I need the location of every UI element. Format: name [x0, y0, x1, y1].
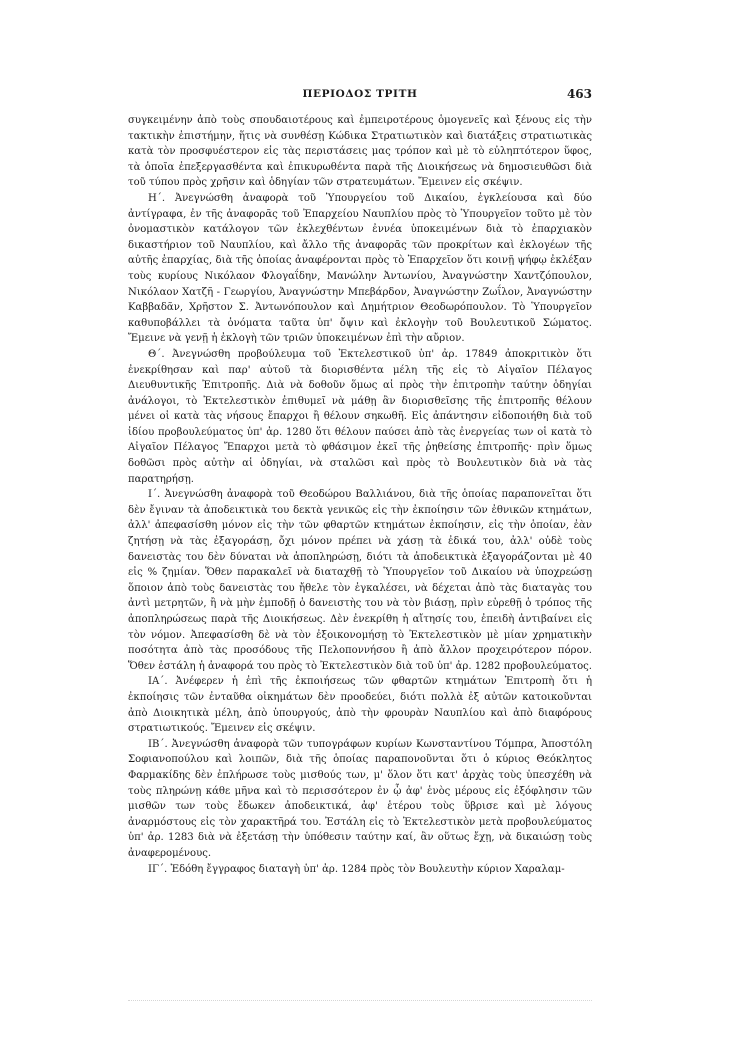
text-body: [128, 113, 592, 877]
paragraph-item-13: ΙΓ΄. Ἐδόθη ἔγγραφος διαταγὴ ὑπ' ἀρ. 1284 πρὸς τὸν Βουλευτὴν κύριον Χαραλαμ-: [148, 863, 565, 875]
paragraph-item-9: Θ΄. Ἀνεγνώσθη προβούλευμα τοῦ Ἐκτελεστικοῦ ὑπ' ἀρ. 17849 ἀποκριτικὸν ὅτι ἐνεκρίθησαν καὶ παρ' αὐτοῦ τὰ διορισθέντα μέλη τῆς εἰς τὸ Αἰγαῖον Πέλαγος Διευθυντικῆς Ἐπιτροπῆς. Διὰ νὰ δοθοῦν ὅμως αἱ πρὸς τὴν ἐπιτροπὴν ταύτην ὁδηγίαι ἀνάλογοι, τὸ Ἐκτελεστικὸν ἐπιθυμεῖ νὰ μάθῃ ἂν διορισθεῖσης τῆς ἐπιτροπῆς θέλουν μένει οἱ κατὰ τὰς νήσους ἔπαρχοι ἢ θέλουν σηκωθῆ. Εἰς ἀπάντησιν εἰδοποιήθη διὰ τοῦ ἰδίου προβουλεύματος ὑπ' ἀρ. 1280 ὅτι θέλουν παύσει ἀπὸ τὰς ἐνεργείας των οἱ κατὰ τὸ Αἰγαῖον Πέλαγος Ἔπαρχοι μετὰ τὸ φθάσιμον ἐκεῖ τῆς ῥηθείσης ἐπιτροπῆς· πρὶν ὅμως δοθῶσι πρὸς αὐτὴν αἱ ὁδηγίαι, νὰ σταλῶσι καὶ πρὸς τὸ Βουλευτικὸν διὰ νὰ τὰς παρατηρήσῃ.: [128, 348, 592, 485]
running-title: ΠΕΡΙΟΔΟΣ ΤΡΙΤΗ: [302, 88, 418, 100]
paragraph-continuation: συγκειμένην ἀπὸ τοὺς σπουδαιοτέρους καὶ ἐμπειροτέρους ὁμογενεῖς καὶ ξένους εἰς τὴν τακτικὴν ἐπιστήμην, ἥτις νὰ συνθέσῃ Κώδικα Στρατιωτικὸν καὶ διατάξεις στρατιωτικὰς κατὰ τὸν προσφυέστερον εἰς τὰς περιστάσεις μας τρόπον καὶ μὲ τὸ εὐληπτότερον ὕφος, τὰ ὁποῖα ἐπεξεργασθέντα καὶ ἐπικυρωθέντα παρὰ τῆς Διοικήσεως νὰ δημοσιευθῶσι διὰ τοῦ τύπου πρὸς χρῆσιν καὶ ὁδηγίαν τῶν στρατευμάτων. Ἔμεινεν εἰς σκέψιν.: [128, 115, 592, 189]
paragraph-item-12: ΙΒ΄. Ἀνεγνώσθη ἀναφορὰ τῶν τυπογράφων κυρίων Κωνσταντίνου Τόμπρα, Ἀποστόλη Σοφιανοπούλου καὶ λοιπῶν, διὰ τῆς ὁποίας παραπονοῦνται ὅτι ὁ κύριος Θεόκλητος Φαρμακίδης δὲν ἐπλήρωσε τοὺς μισθούς των, μ' ὅλον ὅτι κατ' ἀρχὰς τοὺς ὑπεσχέθη νὰ τοὺς πληρώνῃ κάθε μῆνα καὶ τὸ περισσότερον ἐν ᾧ ἀφ' ἑνὸς μέρους εἰς ἐξόφλησιν τῶν μισθῶν των τοὺς ἔδωκεν ἀποδεικτικά, ἀφ' ἑτέρου τοὺς ὕβρισε καὶ μὲ λόγους ἀναρμόστους εἰς τὸν χαρακτῆρά του. Ἐστάλη εἰς τὸ Ἐκτελεστικὸν μετὰ προβουλεύματος ὑπ' ἀρ. 1283 διὰ νὰ ἐξετάσῃ τὴν ὑπόθεσιν ταύτην καί, ἂν οὕτως ἔχῃ, νὰ δικαιώσῃ τοὺς ἀναφερομένους.: [128, 738, 592, 859]
page-number: 463: [566, 87, 592, 101]
paragraph-item-8: Η΄. Ἀνεγνώσθη ἀναφορὰ τοῦ Ὑπουργείου τοῦ Δικαίου, ἐγκλείουσα καὶ δύο ἀντίγραφα, ἐν τῆς ἀναφορᾶς τοῦ Ἐπαρχείου Ναυπλίου πρὸς τὸ Ὑπουργεῖον τοῦτο μὲ τὸν ὀνομαστικὸν κατάλογον τῶν ἐκλεχθέντων ἐννέα ὑποκειμένων διὰ τὸ ἐπαρχιακὸν δικαστήριον τοῦ Ναυπλίου, καὶ ἄλλο τῆς ἀναφορᾶς τῶν προκρίτων καὶ ἐκλογέων τῆς αὐτῆς ἐπαρχίας, διὰ τῆς ὁποίας ἀναφέρονται πρὸς τὸ Ἐπαρχεῖον ὅτι κοινῇ ψήφῳ ἐκλέξαν τοὺς κυρίους Νικόλαον Φλογαΐδην, Μανώλην Ἀντωνίου, Ἀναγνώστην Χαντζόπουλον, Νικόλαον Χατζῆ - Γεωργίου, Ἀναγνώστην Μπεβάρδον, Ἀναγνώστην Ζωΐλον, Ἀναγνώστην Καββαδᾶν, Χρῆστον Σ. Ἀντωνόπουλον καὶ Δημήτριον Θεοδωρόπουλον. Τὸ Ὑπουργεῖον καθυποβάλλει τὰ ὀνόματα ταῦτα ὑπ' ὄψιν καὶ ἐκλογὴν τοῦ Βουλευτικοῦ Σώματος. Ἔμεινε νὰ γενῇ ἡ ἐκλογὴ τῶν τριῶν ὑποκειμένων ἐπὶ τὴν αὔριον.: [128, 192, 592, 345]
faint-footer-rule: [128, 1000, 592, 1007]
paragraph-item-11: ΙΑ΄. Ἀνέφερεν ἡ ἐπὶ τῆς ἐκποιήσεως τῶν φθαρτῶν κτημάτων Ἐπιτροπὴ ὅτι ἡ ἐκποίησις τῶν ἐνταῦθα οἰκημάτων δὲν προοδεύει, διότι πολλὰ ἐξ αὐτῶν κατοικοῦνται ἀπὸ Διοικητικὰ μέλη, ἀπὸ ὑπουργούς, ἀπὸ τὴν φρουρὰν Ναυπλίου καὶ ἀπὸ διαφόρους στρατιωτικούς. Ἔμεινεν εἰς σκέψιν.: [128, 676, 592, 735]
running-header: [128, 88, 592, 106]
paragraph-item-10: Ι΄. Ἀνεγνώσθη ἀναφορὰ τοῦ Θεοδώρου Βαλλιάνου, διὰ τῆς ὁποίας παραπονεῖται ὅτι δὲν ἔγιναν τὰ ἀποδεικτικὰ του δεκτὰ γενικῶς εἰς τὴν ἐκποίησιν τῶν ἐθνικῶν κτημάτων, ἀλλ' ἀπεφασίσθη μόνον εἰς τὴν τῶν φθαρτῶν κτημάτων ἐκποίησιν, εἰς τὴν ὁποίαν, ἐὰν ζητήσῃ νὰ τὰς ἐξαγοράσῃ, ὄχι μόνον πρέπει νὰ χάσῃ τὰ ἐδικά του, ἀλλ' οὐδὲ τοὺς δανειστὰς του δὲν δύναται νὰ ἀποπληρώσῃ, διότι τὰ ἀποδεικτικὰ ἐξαγοράζονται μὲ 40 εἰς % ζημίαν. Ὅθεν παρακαλεῖ νὰ διαταχθῇ τὸ Ὑπουργεῖον τοῦ Δικαίου νὰ ὑποχρεώσῃ ὅποιον ἀπὸ τοὺς δανειστὰς του ἤθελε τὸν ἐγκαλέσει, νὰ δέχεται ἀπὸ τὰς διαταγὰς του ἀντὶ μετρητῶν, ἢ νὰ μὴν ἐμποδῇ ὁ δανειστὴς του νὰ τὸν βιάσῃ, πρὶν εὑρεθῇ ὁ τρόπος τῆς ἀποπληρώσεως παρὰ τῆς Διοικήσεως. Δὲν ἐνεκρίθη ἡ αἴτησίς του, ἐπειδὴ ἀντιβαίνει εἰς τὸν νόμον. Ἀπεφασίσθη δὲ νὰ τὸν ἐξοικονομήσῃ τὸ Ἐκτελεστικὸν μὲ μίαν χρηματικὴν ποσότητα ἀπὸ τὰς προσόδους τῆς Πελοποννήσου ἢ ἀπὸ ἄλλον προχειρότερον πόρον. Ὅθεν ἐστάλη ἡ ἀναφορά του πρὸς τὸ Ἐκτελεστικὸν διὰ τοῦ ὑπ' ἀρ. 1282 προβουλεύματος.: [128, 489, 593, 672]
